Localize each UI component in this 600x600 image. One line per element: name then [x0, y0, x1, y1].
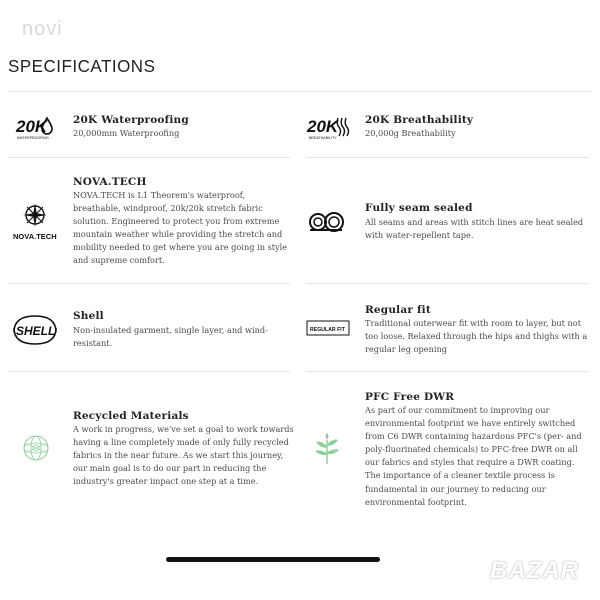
divider: [8, 91, 592, 92]
brand-logo-text: novi: [22, 18, 63, 40]
spec-description: 20,000mm Waterproofing: [73, 128, 180, 138]
icon-text: 20K: [307, 117, 339, 136]
spec-title: 20K Breathability: [365, 114, 474, 126]
pfc-free-plant-icon: [312, 432, 342, 466]
spec-description: All seams and areas with stitch lines are heat sealed with water-repellent tape.: [365, 217, 584, 241]
icon-subtext: WATERPROOFING: [17, 136, 49, 140]
spec-title: Regular fit: [365, 304, 431, 316]
watermark-logo: BAZAR: [490, 557, 579, 584]
20k-breathability-icon: [306, 112, 352, 142]
page-title: SPECIFICATIONS: [8, 56, 156, 77]
divider: [8, 157, 290, 158]
spec-description: 20,000g Breathability: [365, 128, 456, 138]
icon-text: NOVA.TECH: [13, 232, 57, 241]
divider: [8, 283, 290, 284]
spec-description: A work in progress, we've set a goal to work towards having a line completely made of only fully recycled fabrics in the near future. As we start this journey, our main goal is to do our part in reducing the industry's greater impact one step at a time.: [73, 424, 294, 487]
20k-waterproofing-icon: [14, 112, 58, 142]
divider: [306, 371, 588, 372]
shell-badge-icon: [10, 314, 60, 346]
divider: [8, 371, 290, 372]
spec-title: Recycled Materials: [73, 410, 189, 422]
spec-description: Traditional outerwear fit with room to layer, but not too loose. Relaxed through the hips and thighs with a regular leg opening: [365, 318, 588, 355]
icon-text: 20K: [16, 117, 48, 136]
spec-description: Non-insulated garment, single layer, and wind- resistant.: [73, 325, 268, 349]
novatech-compass-icon: [10, 201, 60, 245]
seam-tape-icon: [306, 206, 350, 236]
divider: [306, 157, 588, 158]
spec-title: PFC Free DWR: [365, 391, 455, 403]
icon-text: SHELL: [16, 324, 56, 338]
spec-title: 20K Waterproofing: [73, 114, 189, 126]
divider: [306, 283, 588, 284]
icon-subtext: BREATHABILITY: [309, 136, 337, 140]
spec-description: As part of our commitment to improving our environmental footprint we have entirely switched from C6 DWR containing hazardous PFC's (per- and poly-fluorinated chemicals) to PFC-free DWR on all our fabrics and styles that require a DWR coating. The importance of a cleaner textile process is fundamental in our journey to reducing our environmental footprint.: [365, 405, 582, 507]
home-indicator: [166, 557, 380, 562]
spec-title: Fully seam sealed: [365, 202, 473, 214]
regular-fit-label-icon: [306, 319, 350, 337]
icon-text: REGULAR FIT: [310, 327, 345, 333]
spec-title: Shell: [73, 310, 104, 322]
spec-title: NOVA.TECH: [73, 176, 147, 188]
spec-description: NOVA.TECH is L1 Theorem's waterproof, breathable, windproof, 20k/20k stretch fabric solution. Engineered to protect you from extreme mountain weather while providing the stretch and mobility needed to get where you are going in style and supreme comfort.: [73, 190, 288, 266]
recycled-globe-icon: [20, 432, 52, 464]
